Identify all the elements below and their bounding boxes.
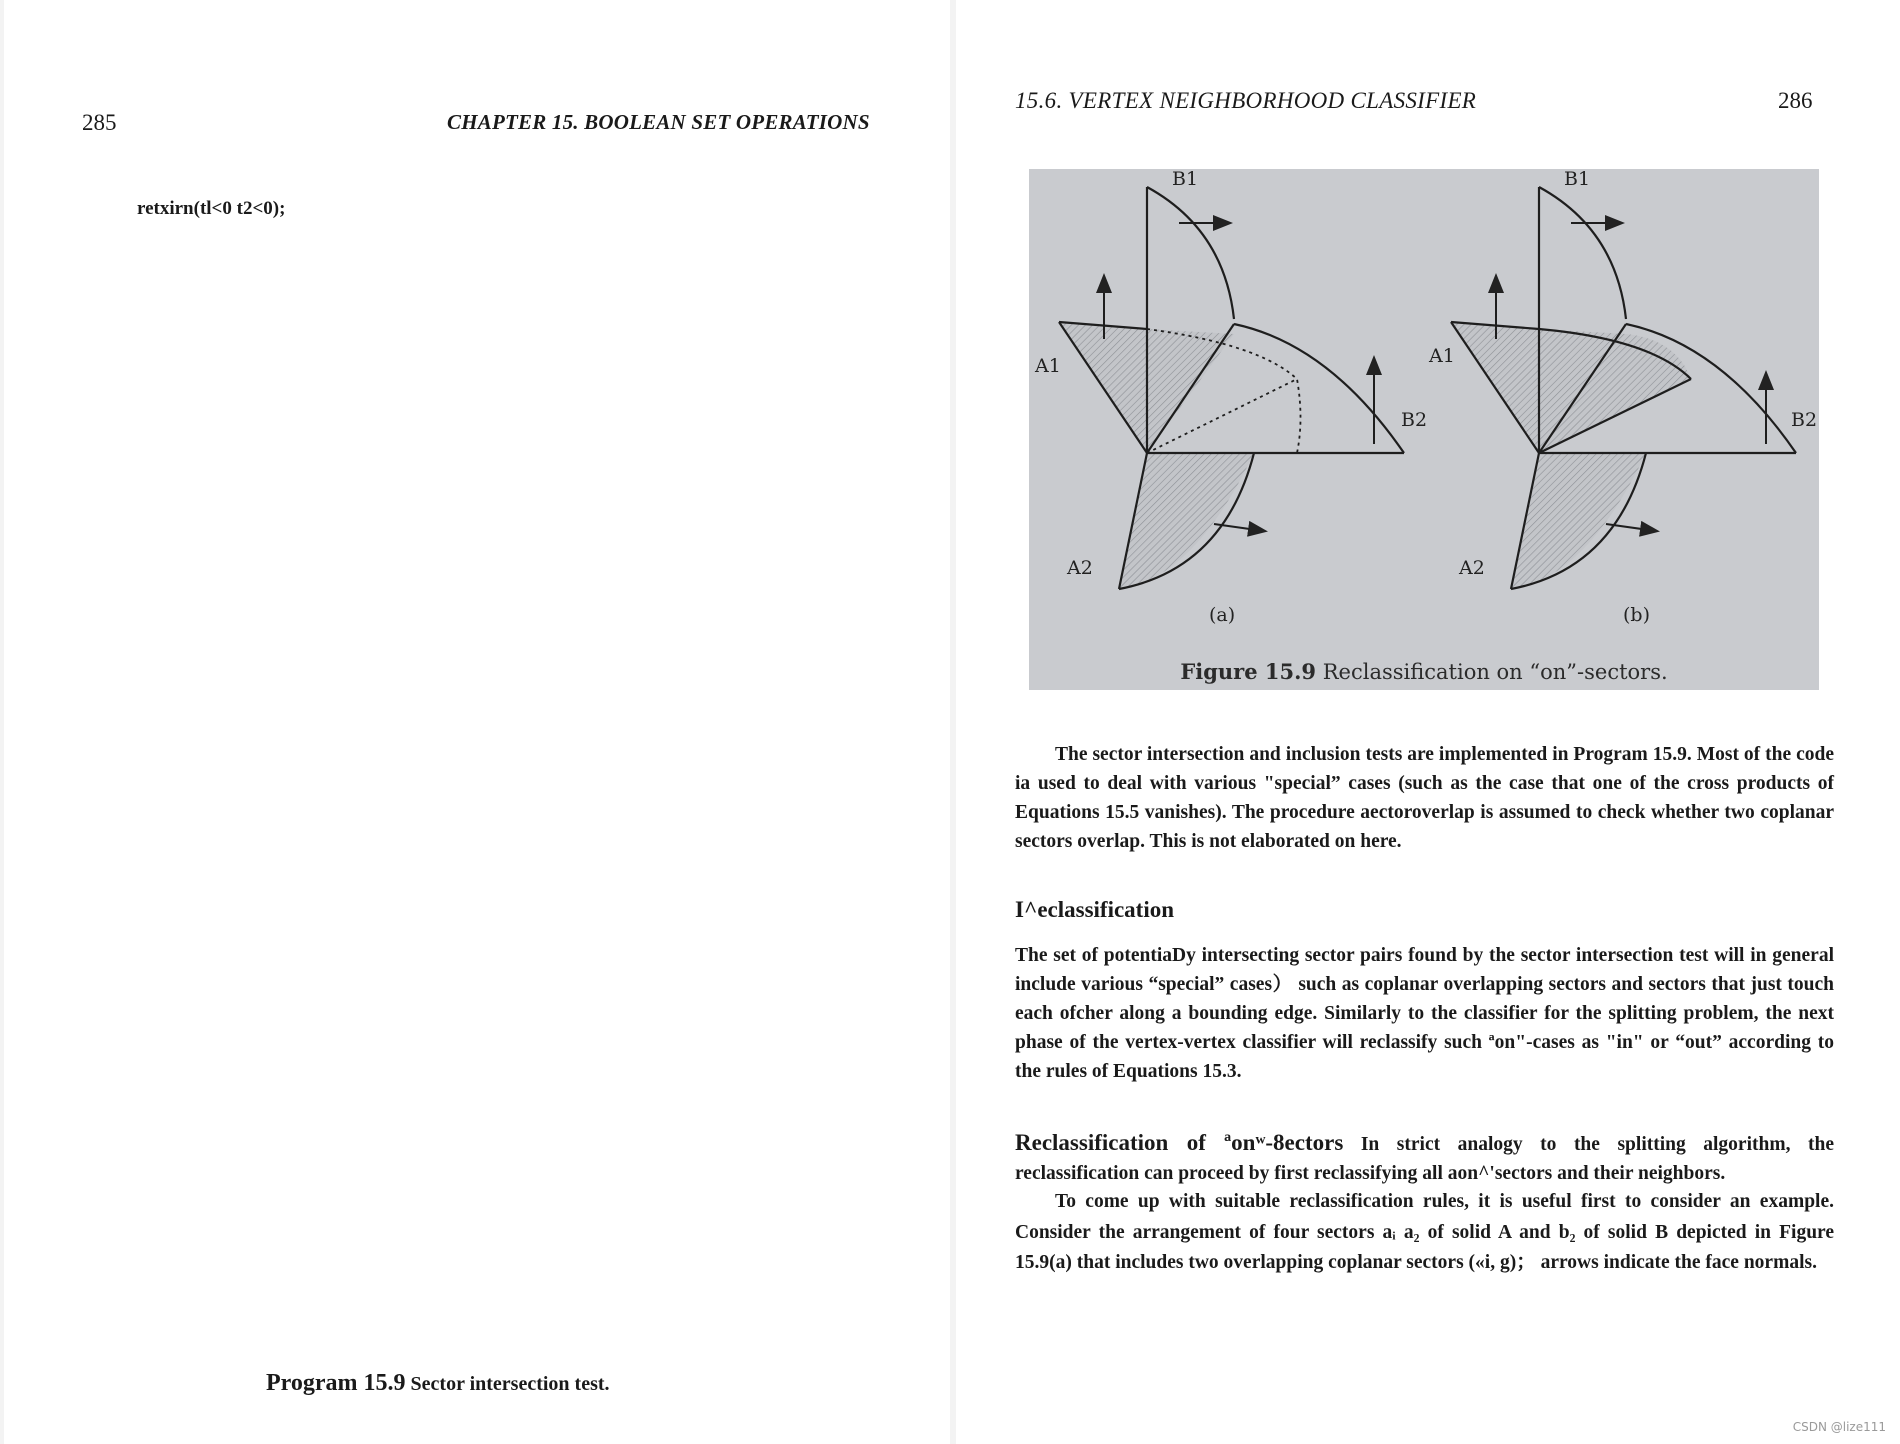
panel-label-b: (b) — [1623, 604, 1650, 626]
label-a1-b: A1 — [1429, 345, 1455, 367]
left-page-number: 285 — [82, 110, 117, 135]
paragraph-1: The sector intersection and inclusion tests are implemented in Program 15.9. Most of the code ia used to deal with various "special” cases (such as the case that one of the cross products of Equations 15.5 vanishes). The procedure aectoroverlap is assumed to check whether two coplanar sectors overlap. This is not elaborated on here. — [1015, 744, 1834, 852]
right-page — [956, 0, 1900, 1444]
right-page-number: 286 — [1778, 88, 1813, 113]
section-heading: I^eclassification — [1015, 897, 1175, 922]
program-caption — [266, 1370, 610, 1397]
figure-caption-number: Figure 15.9 — [1180, 659, 1317, 684]
watermark: CSDN @lize111 — [1792, 1420, 1886, 1434]
figure-diagram — [1029, 169, 1819, 690]
figure-caption-text: Reclassification on “on”-sectors. — [1322, 660, 1668, 684]
label-b2-a: B2 — [1401, 409, 1428, 431]
code-line: retxirn(tl<0 t2<0); — [137, 198, 286, 219]
paragraph-3-text: In strict analogy to the splitting algorithm, the reclassification can proceed by first reclassifying all aon^'sectors and their neighbors. — [1015, 1134, 1834, 1184]
label-b1-b: B1 — [1564, 169, 1591, 190]
panel-label-a: (a) — [1209, 604, 1236, 626]
chapter-header: CHAPTER 15. BOOLEAN SET OPERATIONS — [447, 110, 870, 134]
paragraph-3-runin-heading: Reclassification of ªonʷ-8ectors — [1015, 1130, 1344, 1155]
figure-15-9 — [1029, 169, 1819, 690]
sector-a2-shade — [1119, 453, 1254, 589]
paragraph-2: The set of potentiaDy intersecting sector pairs found by the sector intersection test will in general include various “special” cases） such as coplanar overlapping sectors and sectors that just touch each ofcher along a bounding edge. Similarly to the classifier for the splitting problem, the next phase of the vertex-vertex classifier will reclassify such ªon"-cases as "in" or “out” according to the rules of Equations 15.3. — [1015, 945, 1834, 1082]
figure-caption — [1029, 659, 1819, 684]
paragraph-3 — [1015, 1128, 1834, 1188]
label-b2-b: B2 — [1791, 409, 1818, 431]
label-a2-b: A2 — [1459, 557, 1485, 579]
panel-a — [1059, 187, 1404, 589]
program-caption-number: Program 15.9 — [266, 1370, 406, 1396]
panel-b — [1451, 187, 1796, 589]
sector-a2-shade-b — [1511, 453, 1646, 589]
paragraph-4: To come up with suitable reclassification rules, it is useful first to consider an example. Consider the arrangement of four sectors aᵢ a₂ of solid A and b₂ of solid B depicted in Figure 15.9(a) that includes two overlapping coplanar sectors («i, g)； arrows indicate the face normals. — [1015, 1191, 1834, 1273]
program-caption-text: Sector intersection test. — [410, 1373, 610, 1395]
section-header: 15.6. VERTEX NEIGHBORHOOD CLASSIFIER — [1015, 88, 1477, 113]
label-b1-a: B1 — [1172, 169, 1199, 190]
label-a2-a: A2 — [1067, 557, 1093, 579]
left-page — [4, 0, 950, 1444]
label-a1-a: A1 — [1035, 355, 1061, 377]
